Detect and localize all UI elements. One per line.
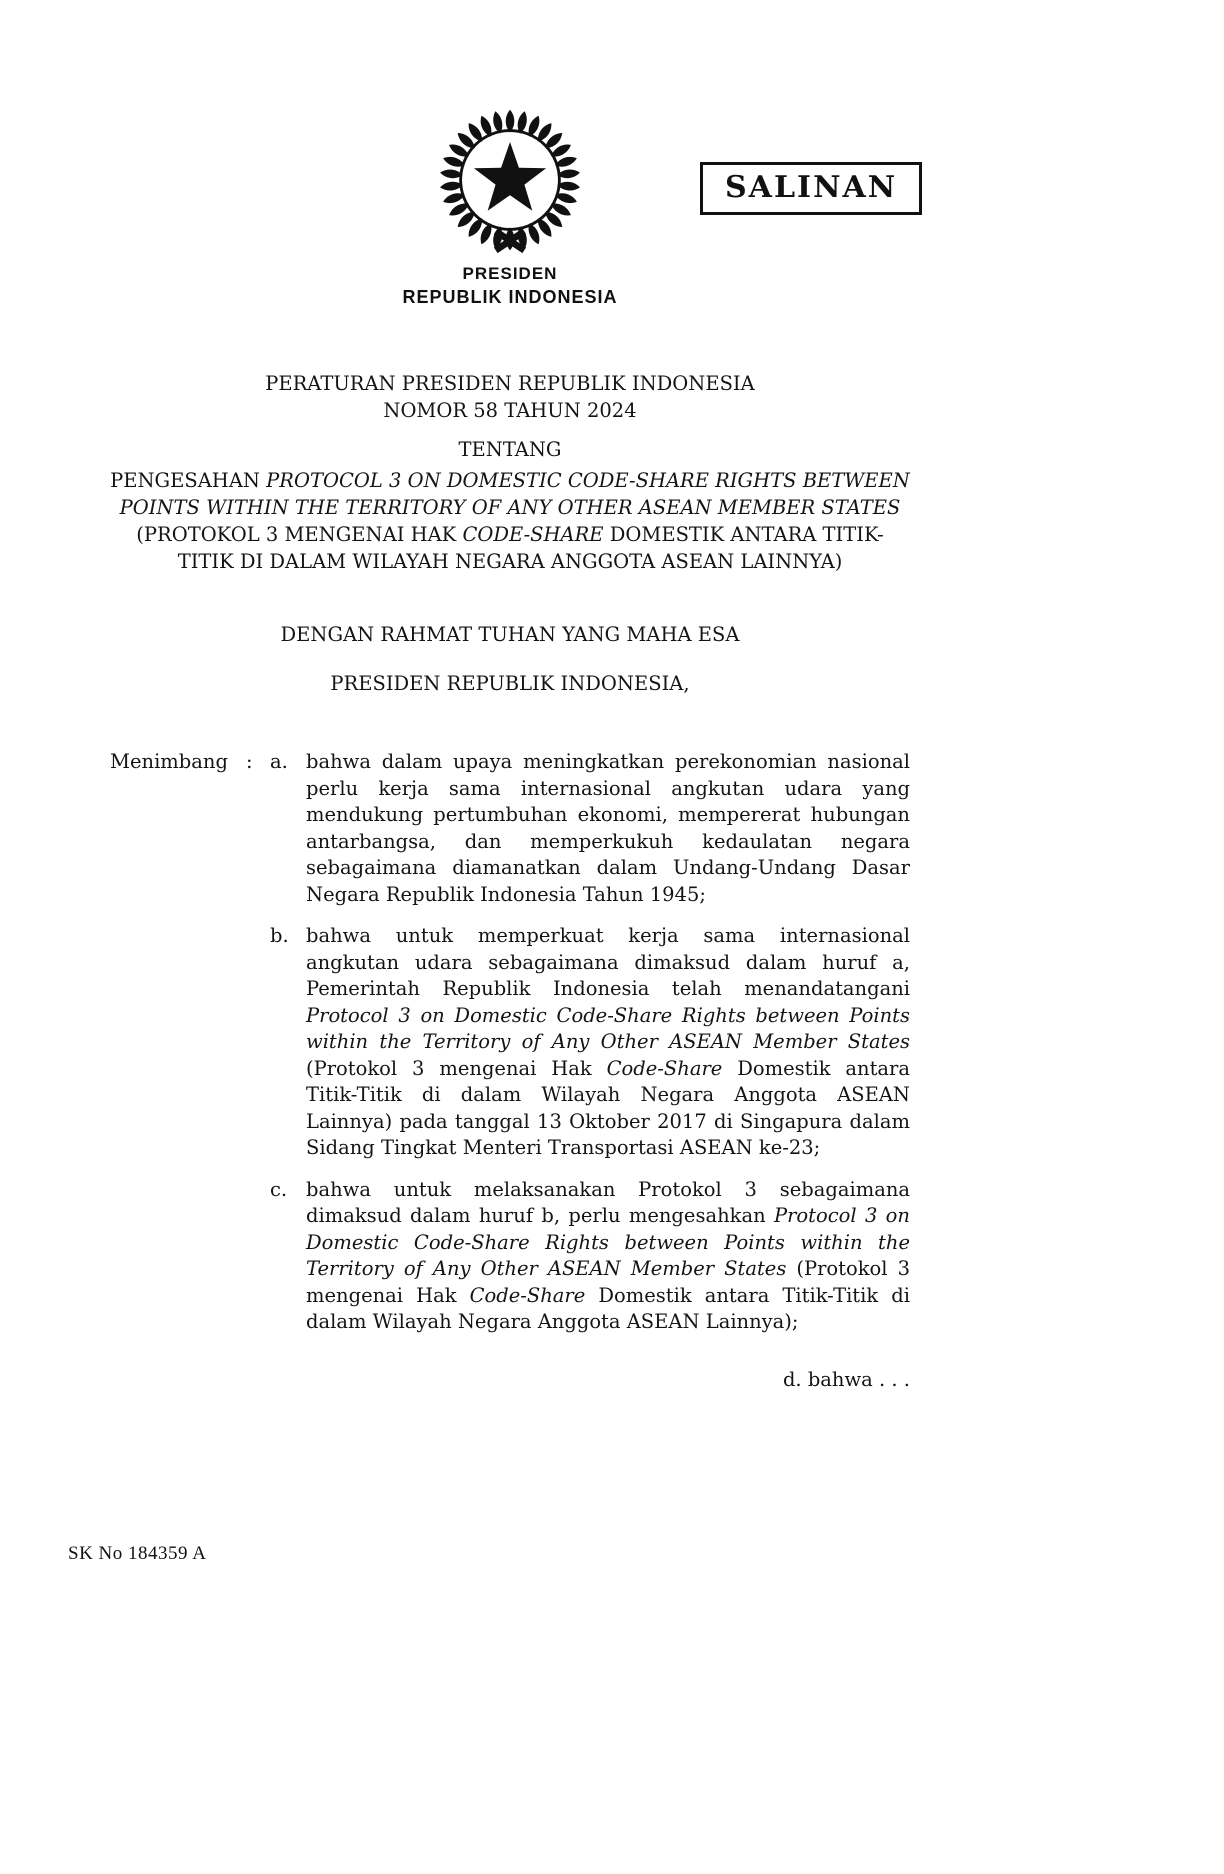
about-label: TENTANG xyxy=(458,438,562,461)
item-marker-a: a. xyxy=(270,750,288,773)
considering-item-b xyxy=(110,923,910,1162)
presidential-seal-icon xyxy=(434,104,586,256)
invocation-line: DENGAN RAHMAT TUHAN YANG MAHA ESA xyxy=(280,623,740,646)
page-catchword: d. bahwa . . . xyxy=(782,1367,910,1391)
regulation-title: PERATURAN PRESIDEN REPUBLIK INDONESIA xyxy=(265,372,755,395)
item-text-c: bahwa untuk melaksanakan Protokol 3 sebagaimana dimaksud dalam huruf b, perlu mengesahkan Protocol 3 on Domestic Code-Share Rights between Points within the Territory of Any Other ASEAN Member States (Protokol 3 mengenai Hak Code-Share Domestik antara Titik-Titik di dalam Wilayah Negara Anggota ASEAN Lainnya); xyxy=(306,1177,910,1333)
salinan-stamp-label: SALINAN xyxy=(725,170,898,205)
considering-separator: : xyxy=(246,750,253,773)
document-content xyxy=(110,0,910,1391)
footer-document-code: SK No 184359 A xyxy=(68,1543,207,1564)
item-marker-b: b. xyxy=(270,924,289,947)
item-text-b: bahwa untuk memperkuat kerja sama internasional angkutan udara sebagaimana dimaksud dalam huruf a, Pemerintah Republik Indonesia telah menandatangani Protocol 3 on Domestic Code-Share Rights between Points within the Territory of Any Other ASEAN Member States (Protokol 3 mengenai Hak Code-Share Domestik antara Titik-Titik di dalam Wilayah Negara Anggota ASEAN Lainnya) pada tanggal 13 Oktober 2017 di Singapura dalam Sidang Tingkat Menteri Transportasi ASEAN ke-23; xyxy=(306,924,910,1159)
considering-item-a xyxy=(110,749,910,908)
considering-item-c xyxy=(110,1177,910,1336)
regulation-number: NOMOR 58 TAHUN 2024 xyxy=(383,399,637,422)
letterhead xyxy=(110,264,910,308)
subject-title: PENGESAHAN PROTOCOL 3 ON DOMESTIC CODE-SHARE RIGHTS BETWEEN POINTS WITHIN THE TERRITORY OF ANY OTHER ASEAN MEMBER STATES (PROTOKOL 3 MENGENAI HAK CODE-SHARE DOMESTIK ANTARA TITIK-TITIK DI DALAM WILAYAH NEGARA ANGGOTA ASEAN LAINNYA) xyxy=(110,469,910,573)
issuer-line: PRESIDEN REPUBLIK INDONESIA, xyxy=(330,672,690,695)
letterhead-line2: REPUBLIK INDONESIA xyxy=(402,287,618,307)
item-marker-c: c. xyxy=(270,1177,288,1201)
considering-section xyxy=(110,749,910,1336)
item-text-a: bahwa dalam upaya meningkatkan perekonomian nasional perlu kerja sama internasional angkutan udara yang mendukung pertumbuhan ekonomi, mempererat hubungan antarbangsa, dan memperkukuh kedaulatan negara sebagaimana diamanatkan dalam Undang-Undang Dasar Negara Republik Indonesia Tahun 1945; xyxy=(306,750,910,906)
considering-label: Menimbang xyxy=(110,750,228,773)
title-block xyxy=(110,370,910,697)
letterhead-line1: PRESIDEN xyxy=(462,264,558,283)
